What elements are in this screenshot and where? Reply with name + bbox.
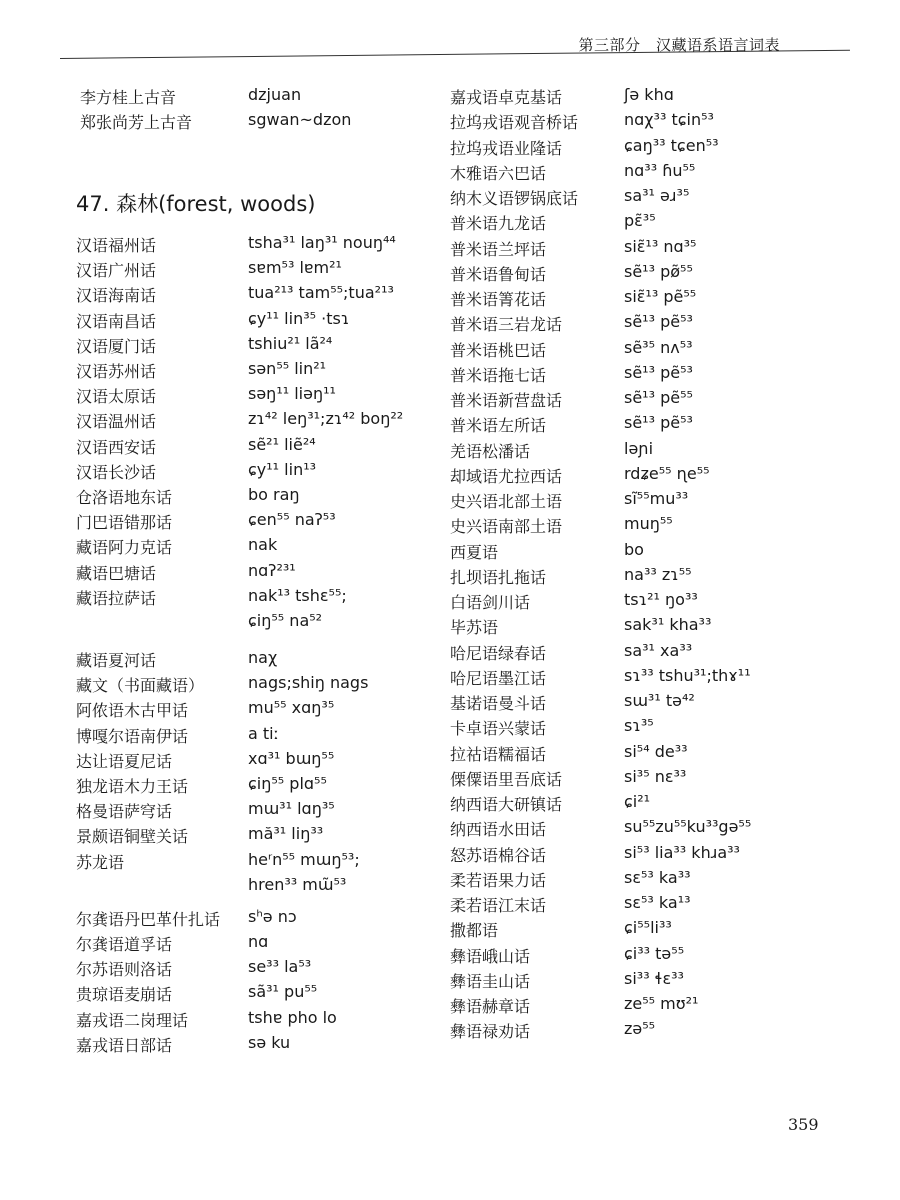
phonetic-form: naχ [248,648,278,667]
language-name: 彝语禄劝话 [450,1022,531,1042]
language-name: 哈尼语绿春话 [450,643,547,663]
phonetic-form: ɕaŋ³³ tɕen⁵³ [624,135,719,155]
language-name: 基诺语曼斗话 [450,694,547,713]
language-name: 史兴语南部土语 [450,517,563,537]
phonetic-form: rdʑe⁵⁵ ɳe⁵⁵ [624,463,710,483]
phonetic-form: zɿ⁴² leŋ³¹;zɿ⁴² boŋ²² [248,409,404,429]
phonetic-form: si³³ ɬɛ³³ [624,968,684,988]
phonetic-form: nak¹³ tshɛ⁵⁵; [248,585,347,605]
phonetic-form: si⁵³ lia³³ khɹa³³ [624,842,740,862]
phonetic-form: a tiː [248,723,279,743]
language-name: 阿侬语木古甲话 [76,701,189,721]
language-name: 普米语拖七话 [450,365,547,385]
phonetic-form: ɕy¹¹ lin³⁵ ·tsɿ [248,308,350,328]
language-name: 嘉戎语二岗理话 [76,1010,189,1030]
language-name: 仓洛语地东话 [76,488,173,507]
phonetic-form: sʰə nɔ [248,906,297,926]
language-name: 木雅语六巴话 [450,163,547,183]
phonetic-form: ɕen⁵⁵ naʔ⁵³ [248,510,336,530]
language-name: 嘉戎语卓克基话 [450,88,563,107]
phonetic-form: ɕi³³ tə⁵⁵ [624,943,685,963]
phonetic-form: tsha³¹ laŋ³¹ nouŋ⁴⁴ [248,233,396,252]
phonetic-form: bo [624,539,644,559]
language-name: 卡卓语兴蒙话 [450,719,547,739]
language-name: 羌语松潘话 [450,441,531,461]
phonetic-form: sən⁵⁵ lin²¹ [248,359,327,378]
phonetic-form: tsɿ²¹ ŋo³³ [624,590,698,609]
phonetic-form: dzjuan [248,85,302,104]
phonetic-form: nɑ [248,932,269,951]
language-name: 汉语厦门话 [76,336,157,356]
phonetic-form: ɕy¹¹ lin¹³ [248,459,317,479]
language-name: 汉语南昌话 [76,311,157,331]
language-name: 藏语夏河话 [76,651,157,670]
language-name: 尔龚语道孚话 [76,935,173,954]
phonetic-form: heʳn⁵⁵ mɯŋ⁵³; [248,849,360,869]
language-name: 普米语新营盘话 [450,391,563,410]
language-name: 门巴语错那话 [76,513,173,533]
phonetic-form: sɐm⁵³ lɐm²¹ [248,258,342,278]
language-name: 白语剑川话 [450,593,531,612]
language-name: 撒都语 [450,921,499,941]
language-name: 傈僳语里吾底话 [450,769,563,789]
language-name: 纳西语大研镇话 [450,795,563,814]
phonetic-form: pɛ̃³⁵ [624,211,656,231]
phonetic-form: ləɲi [624,438,654,458]
language-name: 汉语温州话 [76,412,157,432]
phonetic-form: ɕiŋ⁵⁵ plɑ⁵⁵ [248,774,327,793]
phonetic-form: tshɐ pho lo [248,1007,337,1027]
language-name: 景颇语铜壁关话 [76,827,189,847]
language-name: 拉坞戎语观音桥话 [450,113,579,133]
language-name: 藏语拉萨话 [76,588,157,608]
phonetic-form: sak³¹ kha³³ [624,615,712,635]
language-name: 汉语长沙话 [76,462,157,482]
language-name: 苏龙语 [76,852,125,872]
language-name: 普米语左所话 [450,416,547,436]
language-name: 拉坞戎语业隆话 [450,138,563,158]
language-name: 汉语广州话 [76,261,157,281]
phonetic-form: ɕiŋ⁵⁵ na⁵² [248,611,323,630]
language-name: 郑张尚芳上古音 [80,113,193,132]
language-name: 汉语海南话 [76,286,157,306]
language-name: 彝语赫章话 [450,997,531,1016]
phonetic-form: si³⁵ nɛ³³ [624,766,687,786]
language-name: 史兴语北部土语 [450,492,563,511]
phonetic-form: muŋ⁵⁵ [624,514,673,534]
language-name: 尔苏语则洛话 [76,960,173,980]
language-name: 普米语三岩龙话 [450,315,563,335]
language-name: 纳西语水田话 [450,820,547,840]
language-name: 扎坝语扎拖话 [450,567,547,587]
language-name: 哈尼语墨江话 [450,668,547,688]
phonetic-form: su⁵⁵zu⁵⁵ku³³gə⁵⁵ [624,817,752,837]
language-name: 拉祜语糯福话 [450,744,547,764]
phonetic-form: hren³³ mɯ̃⁵³ [248,874,347,894]
language-name: 汉语福州话 [76,236,157,255]
phonetic-form: mɯ³¹ lɑŋ³⁵ [248,799,335,819]
section-title: 47. 森林(forest, woods) [76,192,316,216]
page-number: 359 [788,1115,819,1134]
phonetic-form: nɑʔ²³¹ [248,560,296,580]
phonetic-form: na³³ zɿ⁵⁵ [624,564,692,584]
phonetic-form: sẽ¹³ pø̃⁵⁵ [624,261,693,281]
phonetic-form: mă³¹ liŋ³³ [248,824,324,844]
language-name: 普米语鲁甸话 [450,264,547,284]
phonetic-form: si⁵⁴ de³³ [624,741,688,761]
language-name: 普米语桃巴话 [450,340,547,360]
phonetic-form: sa³¹ əɹ³⁵ [624,186,690,205]
phonetic-form: sẽ¹³ pẽ⁵³ [624,413,693,433]
language-name: 李方桂上古音 [80,88,177,107]
phonetic-form: sgwan~dzon [248,110,352,129]
language-name: 怒苏语棉谷话 [450,845,547,865]
phonetic-form: səŋ¹¹ liəŋ¹¹ [248,384,336,404]
phonetic-form: xɑ³¹ bɯŋ⁵⁵ [248,748,335,768]
phonetic-form: sɛ⁵³ ka³³ [624,867,691,887]
language-name: 柔若语果力话 [450,870,547,890]
phonetic-form: tua²¹³ tam⁵⁵;tua²¹³ [248,283,394,303]
language-name: 汉语苏州话 [76,362,157,381]
language-name: 西夏语 [450,542,499,562]
phonetic-form: nags;shiŋ nags [248,673,369,693]
phonetic-form: nɑ³³ ɦu⁵⁵ [624,160,696,180]
phonetic-form: sẽ¹³ pẽ⁵³ [624,362,693,382]
language-name: 达让语夏尼话 [76,751,173,771]
language-name: 却域语尤拉西话 [450,466,563,486]
phonetic-form: sɿ³⁵ [624,716,654,736]
phonetic-form: sẽ²¹ liẽ²⁴ [248,434,316,454]
phonetic-form: tshiu²¹ lã²⁴ [248,333,333,353]
language-name: 格曼语萨穹话 [76,802,173,822]
language-name: 普米语箐花话 [450,290,547,309]
phonetic-form: sɯ³¹ tə⁴² [624,691,695,710]
language-name: 纳木义语锣锅底话 [450,189,579,208]
language-name: 尔龚语丹巴革什扎话 [76,909,221,929]
phonetic-form: sẽ³⁵ nʌ⁵³ [624,337,693,357]
language-name: 藏文（书面藏语） [76,676,205,696]
phonetic-form: sɿ³³ tshu³¹;thɤ¹¹ [624,665,751,685]
phonetic-form: ɕi²¹ [624,792,651,811]
phonetic-form: sə ku [248,1032,291,1052]
phonetic-form: siɛ̃¹³ pẽ⁵⁵ [624,287,697,306]
phonetic-form: zə⁵⁵ [624,1019,656,1039]
phonetic-form: sa³¹ xa³³ [624,640,693,660]
phonetic-form: ɕi⁵⁵li³³ [624,918,672,938]
phonetic-form: sẽ¹³ pẽ⁵³ [624,312,693,332]
phonetic-form: siɛ̃¹³ nɑ³⁵ [624,236,697,256]
language-name: 普米语九龙话 [450,214,547,234]
phonetic-form: sɛ⁵³ ka¹³ [624,893,691,912]
language-name: 藏语阿力克话 [76,538,173,558]
phonetic-form: nak [248,535,278,555]
phonetic-form: sẽ¹³ pẽ⁵⁵ [624,388,693,407]
phonetic-form: sã³¹ pu⁵⁵ [248,982,318,1002]
language-name: 毕苏语 [450,618,499,638]
language-name: 嘉戎语日部话 [76,1035,173,1055]
phonetic-form: bo raŋ [248,485,300,504]
phonetic-form: sĩ⁵⁵mu³³ [624,489,689,508]
language-name: 独龙语木力王话 [76,777,189,796]
language-name: 汉语太原话 [76,387,157,407]
language-name: 藏语巴塘话 [76,563,157,583]
language-name: 彝语峨山话 [450,946,531,966]
language-name: 彝语圭山话 [450,971,531,991]
language-name: 贵琼语麦崩话 [76,985,173,1005]
phonetic-form: ze⁵⁵ mʊ²¹ [624,994,699,1013]
phonetic-form: se³³ la⁵³ [248,957,312,977]
language-name: 柔若语江末话 [450,896,547,915]
phonetic-form: ʃə khɑ [624,85,674,104]
phonetic-form: mu⁵⁵ xɑŋ³⁵ [248,698,335,718]
phonetic-form: nɑχ³³ tɕin⁵³ [624,110,714,130]
language-name: 博嘎尔语南伊话 [76,726,189,746]
running-header: 第三部分 汉藏语系语言词表 [578,36,780,54]
language-name: 汉语西安话 [76,437,157,457]
language-name: 普米语兰坪话 [450,239,547,259]
